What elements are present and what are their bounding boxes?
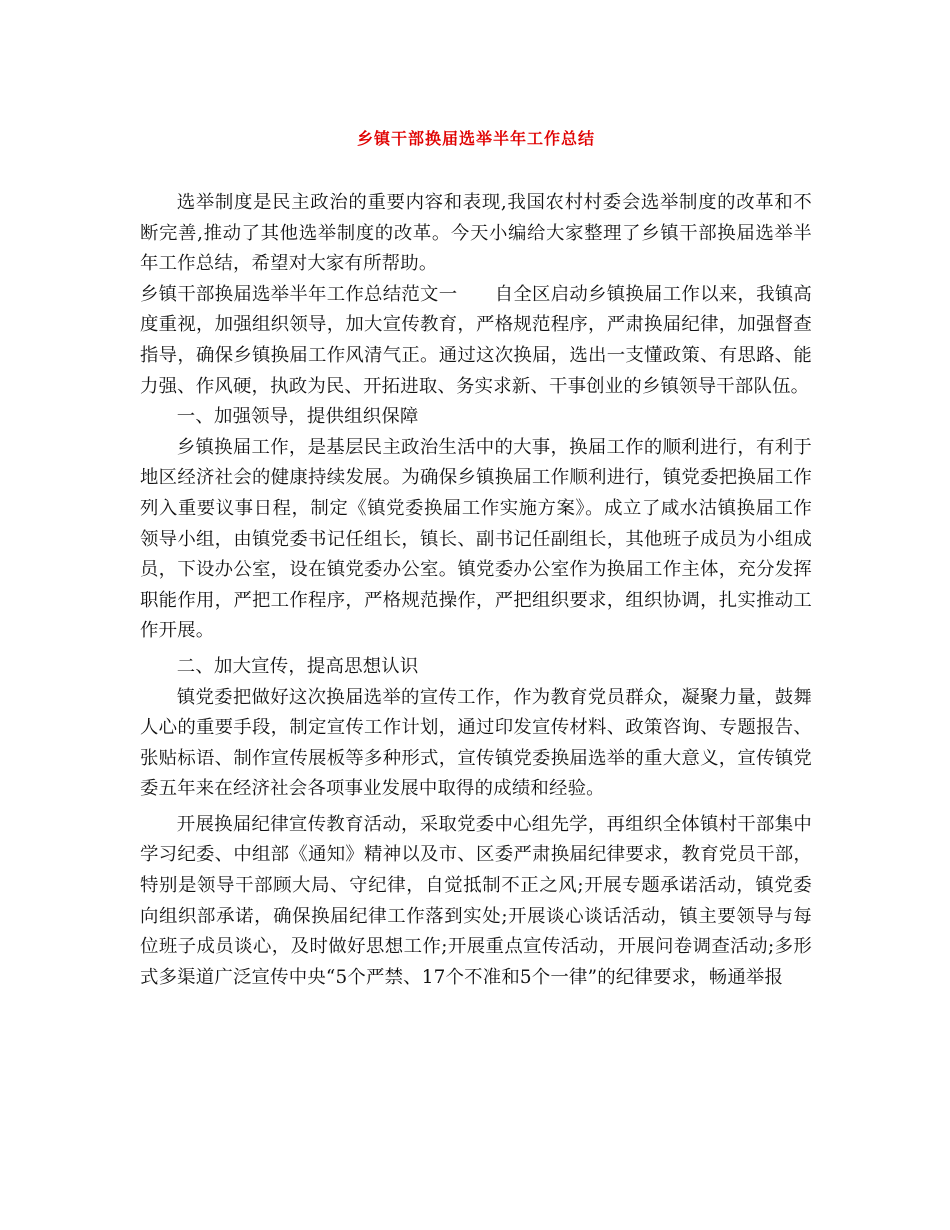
sample-one-paragraph: 乡镇干部换届选举半年工作总结范文一 自全区启动乡镇换届工作以来，我镇高度重视，加强组织领导，加大宣传教育，严格规范程序，严肃换届纪律，加强督查指导，确保乡镇换届工作风清气正。通过这次换届，选出一支懂政策、有思路、能力强、作风硬，执政为民、开拓进取、务实求新、干事创业的乡镇领导干部队伍。: [140, 283, 812, 397]
section-1-paragraph: 乡镇换届工作，是基层民主政治生活中的大事，换届工作的顺利进行，有利于地区经济社会的健康持续发展。为确保乡镇换届工作顺利进行，镇党委把换届工作列入重要议事日程，制定《镇党委换届工作实施方案》。成立了咸水沽镇换届工作领导小组，由镇党委书记任组长，镇长、副书记任副组长，其他班子成员为小组成员，下设办公室，设在镇党委办公室。镇党委办公室作为换届工作主体，充分发挥职能作用，严把工作程序，严格规范操作，严把组织要求，组织协调，扎实推动工作开展。: [140, 436, 812, 642]
section-heading-2: 二、加大宣传，提高思想认识: [176, 655, 419, 677]
document-body: [140, 188, 812, 993]
discipline-paragraph: 开展换届纪律宣传教育活动，采取党委中心组先学，再组织全体镇村干部集中学习纪委、中组部《通知》精神以及市、区委严肃换届纪律要求，教育党员干部，特别是领导干部顾大局、守纪律，自觉抵制不正之风;开展专题承诺活动，镇党委向组织部承诺，确保换届纪律工作落到实处;开展谈心谈话活动，镇主要领导与每位班子成员谈心，及时做好思想工作;开展重点宣传活动，开展问卷调查活动;多形式多渠道广泛宣传中央“5个严禁、17个不准和5个一律”的纪律要求，畅通举报: [140, 813, 812, 988]
section-heading-1: 一、加强领导，提供组织保障: [176, 406, 419, 428]
section-2-paragraph: 镇党委把做好这次换届选举的宣传工作，作为教育党员群众，凝聚力量，鼓舞人心的重要手段，制定宣传工作计划，通过印发宣传材料、政策咨询、专题报告、张贴标语、制作宣传展板等多种形式，宣传镇党委换届选举的重大意义，宣传镇党委五年来在经济社会各项事业发展中取得的成绩和经验。: [140, 686, 812, 800]
intro-paragraph: 选举制度是民主政治的重要内容和表现,我国农村村委会选举制度的改革和不断完善,推动了其他选举制度的改革。今天小编给大家整理了乡镇干部换届选举半年工作总结，希望对大家有所帮助。: [140, 192, 812, 275]
document-title: 乡镇干部换届选举半年工作总结: [356, 129, 595, 148]
